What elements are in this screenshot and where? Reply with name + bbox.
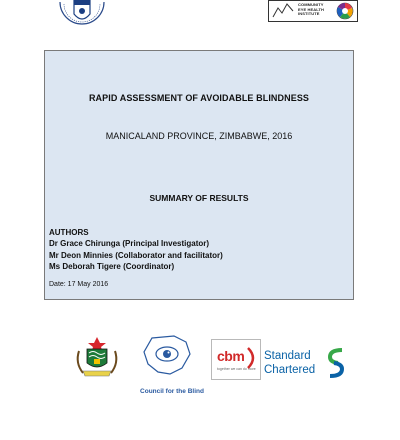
- document-date: Date: 17 May 2016: [49, 281, 109, 288]
- cehi-logo-text: COMMUNITY EYE HEALTH INSTITUTE: [298, 2, 325, 17]
- cbm-logo: [211, 339, 261, 380]
- university-crest-logo: [58, 0, 106, 40]
- title-box: [44, 50, 354, 300]
- author-line: Ms Deborah Tigere (Coordinator): [49, 262, 175, 272]
- summary-heading: SUMMARY OF RESULTS: [149, 193, 249, 203]
- authors-heading: AUTHORS: [49, 228, 89, 237]
- standard-chartered-logo: [264, 346, 348, 380]
- author-line: Dr Grace Chirunga (Principal Investigator): [49, 239, 210, 249]
- standard-chartered-wordmark-line-2: Chartered: [264, 364, 316, 376]
- cehi-logo: [268, 0, 358, 22]
- standard-chartered-wordmark-line-1: Standard: [264, 350, 311, 362]
- document-title: RAPID ASSESSMENT OF AVOIDABLE BLINDNESS: [88, 93, 310, 103]
- authors-block: [49, 227, 223, 273]
- author-line: Mr Deon Minnies (Collaborator and facilitator): [49, 250, 223, 260]
- document-subtitle: MANICALAND PROVINCE, ZIMBABWE, 2016: [105, 131, 293, 141]
- council-for-the-blind-caption: Council for the Blind: [140, 388, 204, 395]
- cbm-wordmark: cbm: [217, 348, 245, 364]
- zimbabwe-crest-logo: [73, 335, 121, 377]
- cbm-tagline: together we can do more: [217, 367, 256, 371]
- council-for-the-blind-logo: [134, 334, 204, 378]
